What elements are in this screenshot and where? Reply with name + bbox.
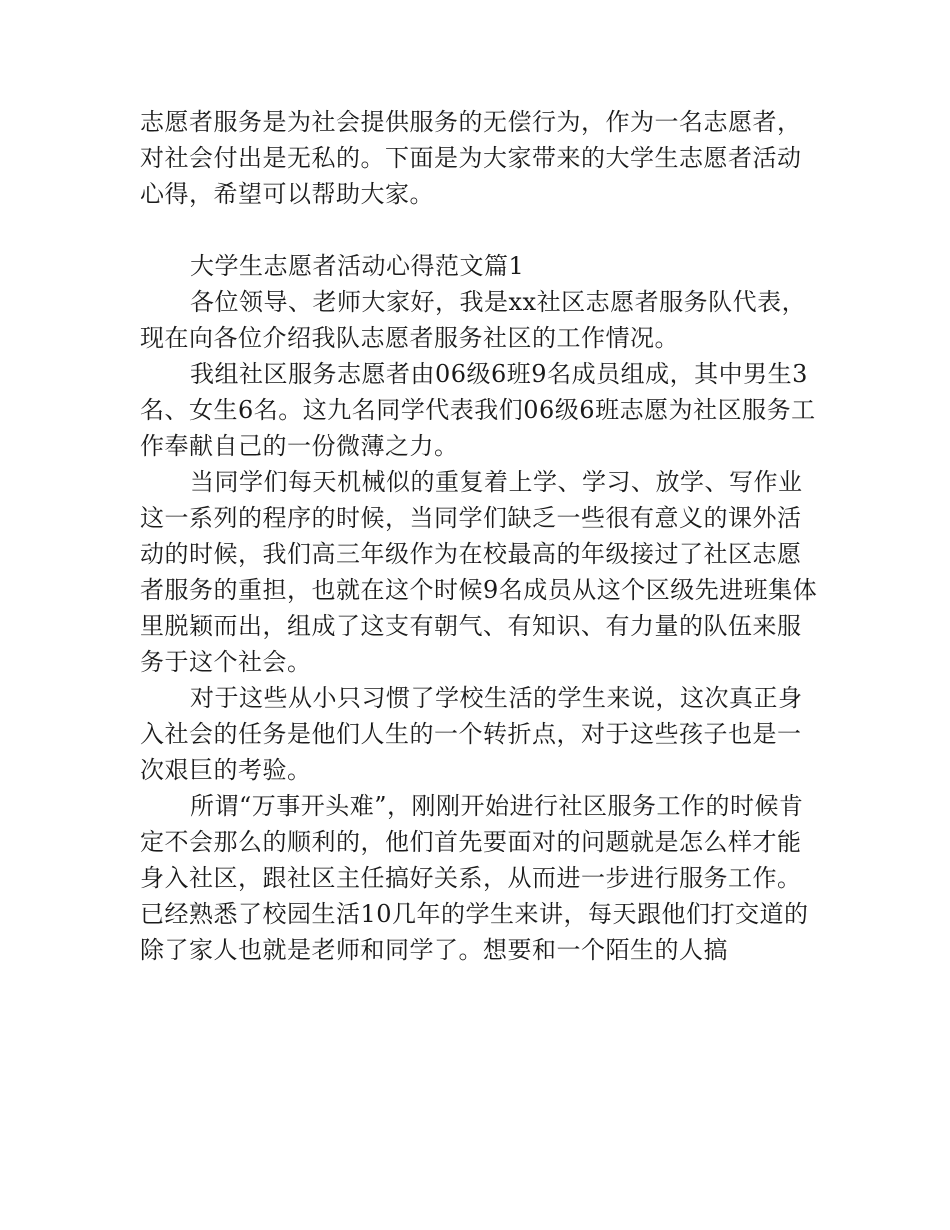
- document-body: [140, 104, 820, 968]
- body-paragraph-5: 所谓“万事开头难”，刚刚开始进行社区服务工作的时候肯定不会那么的顺利的，他们首先要面对的问题就是怎么样才能身入社区，跟社区主任搞好关系，从而进一步进行服务工作。已经熟悉了校园生活10几年的学生来讲，每天跟他们打交道的除了家人也就是老师和同学了。想要和一个陌生的人搞: [140, 792, 809, 964]
- section-title: 大学生志愿者活动心得范文篇1: [190, 252, 525, 280]
- body-paragraph-2: 我组社区服务志愿者由06级6班9名成员组成，其中男生3名、女生6名。这九名同学代表我们06级6班志愿为社区服务工作奉献自己的一份微薄之力。: [140, 360, 816, 460]
- body-paragraph-1: 各位领导、老师大家好，我是xx社区志愿者服务队代表，现在向各位介绍我队志愿者服务社区的工作情况。: [140, 288, 807, 352]
- intro-paragraph: 志愿者服务是为社会提供服务的无偿行为，作为一名志愿者，对社会付出是无私的。下面是为大家带来的大学生志愿者活动心得，希望可以帮助大家。: [140, 108, 802, 208]
- body-paragraph-4: 对于这些从小只习惯了学校生活的学生来说，这次真正身入社会的任务是他们人生的一个转折点，对于这些孩子也是一次艰巨的考验。: [140, 684, 803, 784]
- body-paragraph-3: 当同学们每天机械似的重复着上学、学习、放学、写作业这一系列的程序的时候，当同学们缺乏一些很有意义的课外活动的时候，我们高三年级作为在校最高的年级接过了社区志愿者服务的重担，也就在这个时候9名成员从这个区级先进班集体里脱颖而出，组成了这支有朝气、有知识、有力量的队伍来服务于这个社会。: [140, 468, 818, 676]
